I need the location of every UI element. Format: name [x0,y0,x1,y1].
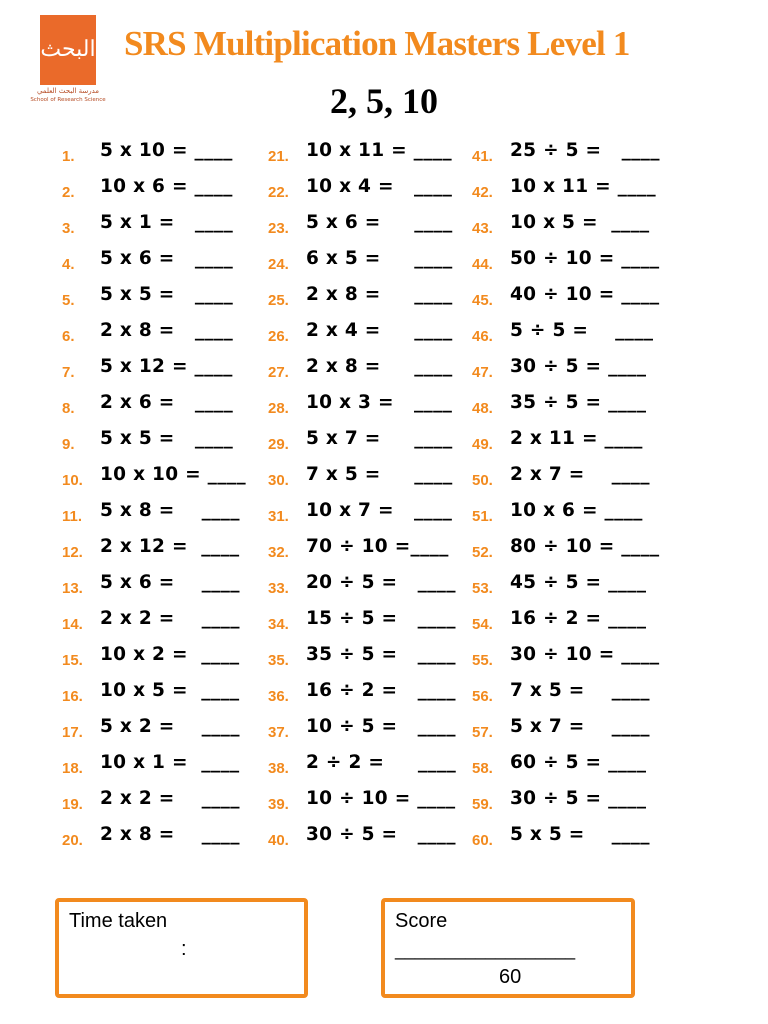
problem-text: 30 ÷ 5 = ____ [510,356,647,377]
page-subtitle: 2, 5, 10 [330,81,438,121]
problem-text: 2 x 2 = ____ [100,608,240,629]
problem-text: 5 x 5 = ____ [100,428,234,449]
problem-number: 55. [472,652,493,669]
problem-text: 2 x 8 = ____ [306,356,453,377]
problem-number: 58. [472,760,493,777]
problem-number: 37. [268,724,289,741]
problem-number: 52. [472,544,493,561]
problem-text: 5 ÷ 5 = ____ [510,320,654,341]
problem-text: 10 x 11 = ____ [306,140,452,161]
problem-text: 10 x 1 = ____ [100,752,240,773]
problem-text: 5 x 6 = ____ [306,212,453,233]
problem-number: 4. [62,256,75,273]
problem-text: 2 x 2 = ____ [100,788,240,809]
problem-number: 31. [268,508,289,525]
problem-number: 7. [62,364,75,381]
problem-number: 1. [62,148,75,165]
problem-text: 5 x 5 = ____ [100,284,234,305]
problem-text: 2 x 4 = ____ [306,320,453,341]
problem-number: 54. [472,616,493,633]
problem-text: 5 x 7 = ____ [306,428,453,449]
problem-text: 70 ÷ 10 =____ [306,536,449,557]
problem-text: 5 x 1 = ____ [100,212,234,233]
problem-number: 32. [268,544,289,561]
problem-number: 5. [62,292,75,309]
logo-calligraphy: البحث [40,37,96,62]
problem-text: 5 x 6 = ____ [100,572,240,593]
problem-number: 36. [268,688,289,705]
problem-text: 35 ÷ 5 = ____ [510,392,647,413]
problem-text: 2 ÷ 2 = ____ [306,752,457,773]
problem-number: 18. [62,760,83,777]
problem-number: 44. [472,256,493,273]
problem-number: 14. [62,616,83,633]
problem-number: 27. [268,364,289,381]
problem-number: 33. [268,580,289,597]
problem-number: 23. [268,220,289,237]
problem-text: 10 ÷ 10 = ____ [306,788,456,809]
problem-number: 25. [268,292,289,309]
problem-number: 43. [472,220,493,237]
problem-text: 2 x 8 = ____ [100,824,240,845]
problem-text: 16 ÷ 2 = ____ [306,680,456,701]
problem-text: 2 x 12 = ____ [100,536,240,557]
problem-text: 50 ÷ 10 = ____ [510,248,660,269]
logo-emblem [40,15,96,85]
problem-text: 10 ÷ 5 = ____ [306,716,456,737]
problem-text: 5 x 12 = ____ [100,356,233,377]
problem-text: 80 ÷ 10 = ____ [510,536,660,557]
problem-text: 30 ÷ 5 = ____ [306,824,456,845]
problem-number: 22. [268,184,289,201]
problem-number: 56. [472,688,493,705]
problem-text: 15 ÷ 5 = ____ [306,608,456,629]
problem-text: 10 x 2 = ____ [100,644,240,665]
time-taken-label: Time taken [69,910,168,932]
problem-number: 46. [472,328,493,345]
problem-number: 28. [268,400,289,417]
problem-text: 2 x 6 = ____ [100,392,234,413]
problem-number: 35. [268,652,289,669]
problem-text: 16 ÷ 2 = ____ [510,608,647,629]
logo-english-name: School of Research Science [30,97,106,103]
problem-text: 5 x 7 = ____ [510,716,650,737]
problem-number: 57. [472,724,493,741]
score-total: 60 [499,966,522,988]
problem-number: 29. [268,436,289,453]
problem-text: 10 x 7 = ____ [306,500,453,521]
problem-text: 5 x 5 = ____ [510,824,650,845]
problem-text: 45 ÷ 5 = ____ [510,572,647,593]
problem-text: 7 x 5 = ____ [510,680,650,701]
time-separator: : [181,938,187,960]
problem-text: 2 x 8 = ____ [100,320,234,341]
problem-text: 10 x 5 = ____ [510,212,650,233]
problem-text: 10 x 10 = ____ [100,464,246,485]
problem-number: 34. [268,616,289,633]
problem-number: 51. [472,508,493,525]
problem-text: 10 x 5 = ____ [100,680,240,701]
problem-number: 40. [268,832,289,849]
problem-number: 12. [62,544,83,561]
problem-text: 30 ÷ 10 = ____ [510,644,660,665]
problem-text: 5 x 6 = ____ [100,248,234,269]
problem-text: 10 x 4 = ____ [306,176,453,197]
problem-text: 60 ÷ 5 = ____ [510,752,647,773]
score-label: Score [395,910,448,932]
problem-number: 10. [62,472,83,489]
problem-text: 2 x 11 = ____ [510,428,643,449]
problem-text: 5 x 10 = ____ [100,140,233,161]
problem-text: 10 x 3 = ____ [306,392,453,413]
problem-number: 53. [472,580,493,597]
problem-text: 2 x 7 = ____ [510,464,650,485]
problem-text: 5 x 8 = ____ [100,500,240,521]
problem-number: 50. [472,472,493,489]
problem-text: 35 ÷ 5 = ____ [306,644,456,665]
problem-number: 16. [62,688,83,705]
problem-number: 42. [472,184,493,201]
problem-number: 15. [62,652,83,669]
problem-text: 2 x 8 = ____ [306,284,453,305]
score-box[interactable] [381,898,635,998]
logo-arabic-name: مدرسة البحث العلمي [36,87,100,95]
problem-text: 10 x 11 = ____ [510,176,656,197]
problem-number: 2. [62,184,75,201]
time-taken-box[interactable] [55,898,308,998]
problem-text: 30 ÷ 5 = ____ [510,788,647,809]
problem-text: 40 ÷ 10 = ____ [510,284,660,305]
problem-text: 10 x 6 = ____ [100,176,233,197]
problem-number: 30. [268,472,289,489]
problem-text: 7 x 5 = ____ [306,464,453,485]
problem-number: 9. [62,436,75,453]
problem-number: 6. [62,328,75,345]
problem-number: 3. [62,220,75,237]
page-title: SRS Multiplication Masters Level 1 [124,24,630,63]
problem-number: 26. [268,328,289,345]
problem-number: 8. [62,400,75,417]
problem-number: 48. [472,400,493,417]
problem-text: 25 ÷ 5 = ____ [510,140,660,161]
problem-number: 24. [268,256,289,273]
problem-number: 13. [62,580,83,597]
problem-number: 38. [268,760,289,777]
problem-number: 21. [268,148,289,165]
problem-number: 39. [268,796,289,813]
problem-number: 20. [62,832,83,849]
problem-number: 11. [62,508,83,525]
problem-number: 59. [472,796,493,813]
problem-number: 41. [472,148,493,165]
problem-number: 49. [472,436,493,453]
problem-number: 19. [62,796,83,813]
problem-number: 60. [472,832,493,849]
problem-number: 45. [472,292,493,309]
problem-number: 17. [62,724,83,741]
problem-number: 47. [472,364,493,381]
problem-text: 5 x 2 = ____ [100,716,240,737]
problem-text: 10 x 6 = ____ [510,500,643,521]
problem-text: 6 x 5 = ____ [306,248,453,269]
score-line: __________________ [395,940,576,960]
problem-text: 20 ÷ 5 = ____ [306,572,456,593]
